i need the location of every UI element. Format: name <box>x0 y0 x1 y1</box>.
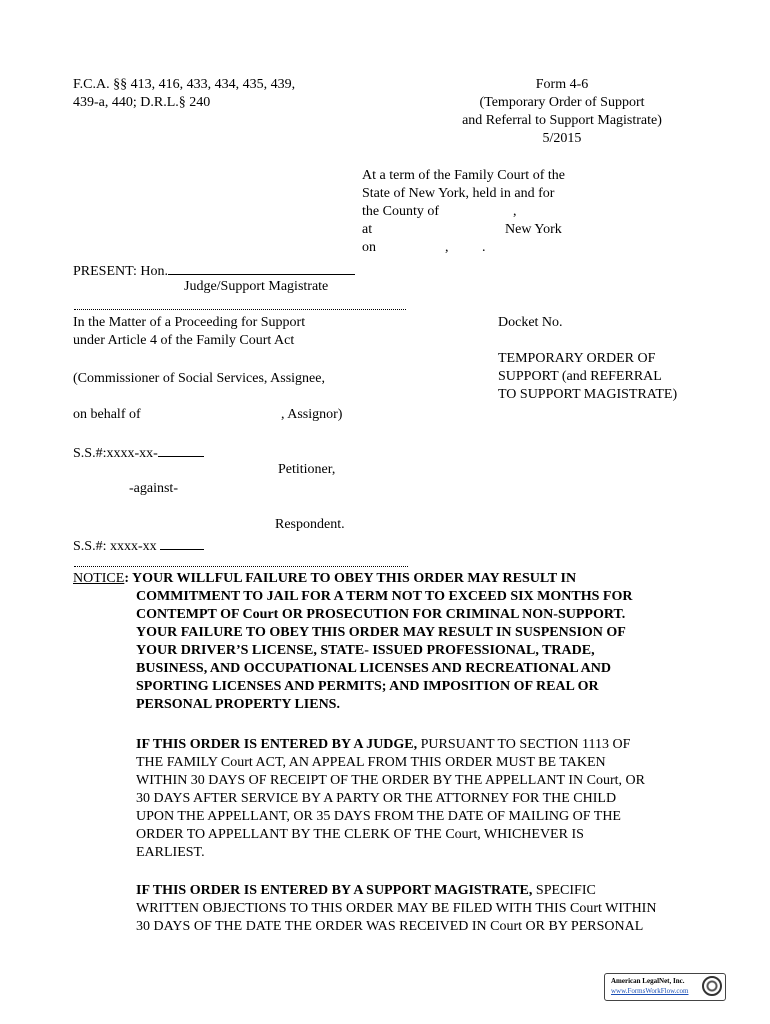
judge-line-1-rest: PURSUANT TO SECTION 1113 OF <box>417 737 631 752</box>
statute-line-1: F.C.A. §§ 413, 416, 433, 434, 435, 439, <box>73 77 296 92</box>
county-comma: , <box>513 204 517 219</box>
petitioner-label: Petitioner, <box>278 462 336 477</box>
judge-line-7: EARLIEST. <box>136 845 205 860</box>
date-period: . <box>482 240 486 255</box>
court-term-line-1: At a term of the Family Court of the <box>362 168 565 183</box>
magistrate-line-2: WRITTEN OBJECTIONS TO THIS ORDER MAY BE FILED WITH THIS Court WITHIN <box>136 901 657 916</box>
order-title <box>498 350 677 404</box>
form-title-line-2: and Referral to Support Magistrate) <box>462 113 662 128</box>
notice-line-3: CONTEMPT OF Court OR PROSECUTION FOR CRIMINAL NON-SUPPORT. <box>136 607 626 622</box>
court-term-block <box>362 167 602 257</box>
judge-line-3: WITHIN 30 DAYS OF RECEIPT OF THE ORDER BY THE APPELLANT IN Court, OR <box>136 773 645 788</box>
state-name: New York <box>505 222 562 237</box>
ss-respondent-label: S.S.#: xxxx-xx <box>73 539 157 554</box>
order-title-line-1: TEMPORARY ORDER OF <box>498 351 656 366</box>
respondent-label: Respondent. <box>275 517 345 532</box>
notice-line-1: : YOUR WILLFUL FAILURE TO OBEY THIS ORDER MAY RESULT IN <box>124 571 577 586</box>
behalf-prefix: on behalf of <box>73 407 141 422</box>
statute-reference <box>73 76 295 112</box>
commissioner-line: (Commissioner of Social Services, Assignee, <box>73 371 325 386</box>
form-info <box>452 76 672 148</box>
notice-line-6: BUSINESS, AND OCCUPATIONAL LICENSES AND RECREATIONAL AND <box>136 661 611 676</box>
location-line <box>362 221 602 239</box>
notice-line-5: YOUR DRIVER’S LICENSE, STATE- ISSUED PROFESSIONAL, TRADE, <box>136 643 595 658</box>
present-label: PRESENT: Hon. <box>73 264 168 279</box>
magistrate-objection-paragraph <box>136 882 716 936</box>
notice-line-2: COMMITMENT TO JAIL FOR A TERM NOT TO EXCEED SIX MONTHS FOR <box>136 589 633 604</box>
publisher-name: American LegalNet, Inc. <box>611 977 685 985</box>
publisher-seal-icon <box>702 976 722 996</box>
ss-respondent-field[interactable] <box>160 535 204 550</box>
publisher-link[interactable]: www.FormsWorkFlow.com <box>611 987 689 995</box>
judge-appeal-paragraph <box>136 736 716 862</box>
behalf-suffix: , Assignor) <box>281 407 343 422</box>
magistrate-line-3: 30 DAYS OF THE DATE THE ORDER WAS RECEIVED IN Court OR BY PERSONAL <box>136 919 644 934</box>
court-term-line-2: State of New York, held in and for <box>362 186 555 201</box>
notice-line-8: PERSONAL PROPERTY LIENS. <box>136 697 340 712</box>
judge-name-field[interactable] <box>168 260 355 275</box>
ss-petitioner-line <box>73 442 204 463</box>
magistrate-lead: IF THIS ORDER IS ENTERED BY A SUPPORT MAGISTRATE, <box>136 883 533 898</box>
matter-line-1: In the Matter of a Proceeding for Support <box>73 315 306 330</box>
judge-line-6: ORDER TO APPELLANT BY THE CLERK OF THE Court, WHICHEVER IS <box>136 827 584 842</box>
magistrate-line-1-rest: SPECIFIC <box>532 883 596 898</box>
county-label: the County of <box>362 204 439 219</box>
form-number: Form 4-6 <box>535 77 589 92</box>
caption-matter <box>73 314 305 350</box>
notice-line-4: YOUR FAILURE TO OBEY THIS ORDER MAY RESULT IN SUSPENSION OF <box>136 625 626 640</box>
date-comma: , <box>445 240 449 255</box>
form-title-line-1: (Temporary Order of Support <box>479 95 645 110</box>
date-line <box>362 239 602 257</box>
judge-line-1 <box>136 736 716 754</box>
order-title-line-3: TO SUPPORT MAGISTRATE) <box>498 387 678 402</box>
statute-line-2: 439-a, 440; D.R.L.§ 240 <box>73 95 211 110</box>
ss-petitioner-label: S.S.#:xxxx-xx- <box>73 446 158 461</box>
on-label: on <box>362 240 376 255</box>
notice-label: NOTICE <box>73 571 125 586</box>
county-line <box>362 203 602 221</box>
publisher-logo <box>604 973 726 1001</box>
caption-separator-top <box>74 295 406 310</box>
docket-label: Docket No. <box>498 315 563 330</box>
judge-line-4: 30 DAYS AFTER SERVICE BY A PARTY OR THE ATTORNEY FOR THE CHILD <box>136 791 617 806</box>
magistrate-line-1 <box>136 882 716 900</box>
form-date: 5/2015 <box>542 131 582 146</box>
notice-line-7: SPORTING LICENSES AND PERMITS; AND IMPOSITION OF REAL OR <box>136 679 599 694</box>
judge-line-2: THE FAMILY Court ACT, AN APPEAL FROM THIS ORDER MUST BE TAKEN <box>136 755 606 770</box>
judge-title: Judge/Support Magistrate <box>184 279 329 294</box>
against-label: -against- <box>129 481 178 496</box>
notice-first-line <box>73 570 576 588</box>
matter-line-2: under Article 4 of the Family Court Act <box>73 333 295 348</box>
order-title-line-2: SUPPORT (and REFERRAL <box>498 369 662 384</box>
ss-petitioner-field[interactable] <box>158 442 204 457</box>
caption-separator-bottom <box>74 552 408 567</box>
at-label: at <box>362 222 373 237</box>
judge-lead: IF THIS ORDER IS ENTERED BY A JUDGE, <box>136 737 418 752</box>
judge-line-5: UPON THE APPELLANT, OR 35 DAYS FROM THE DATE OF MAILING OF THE <box>136 809 621 824</box>
notice-body <box>136 588 716 714</box>
